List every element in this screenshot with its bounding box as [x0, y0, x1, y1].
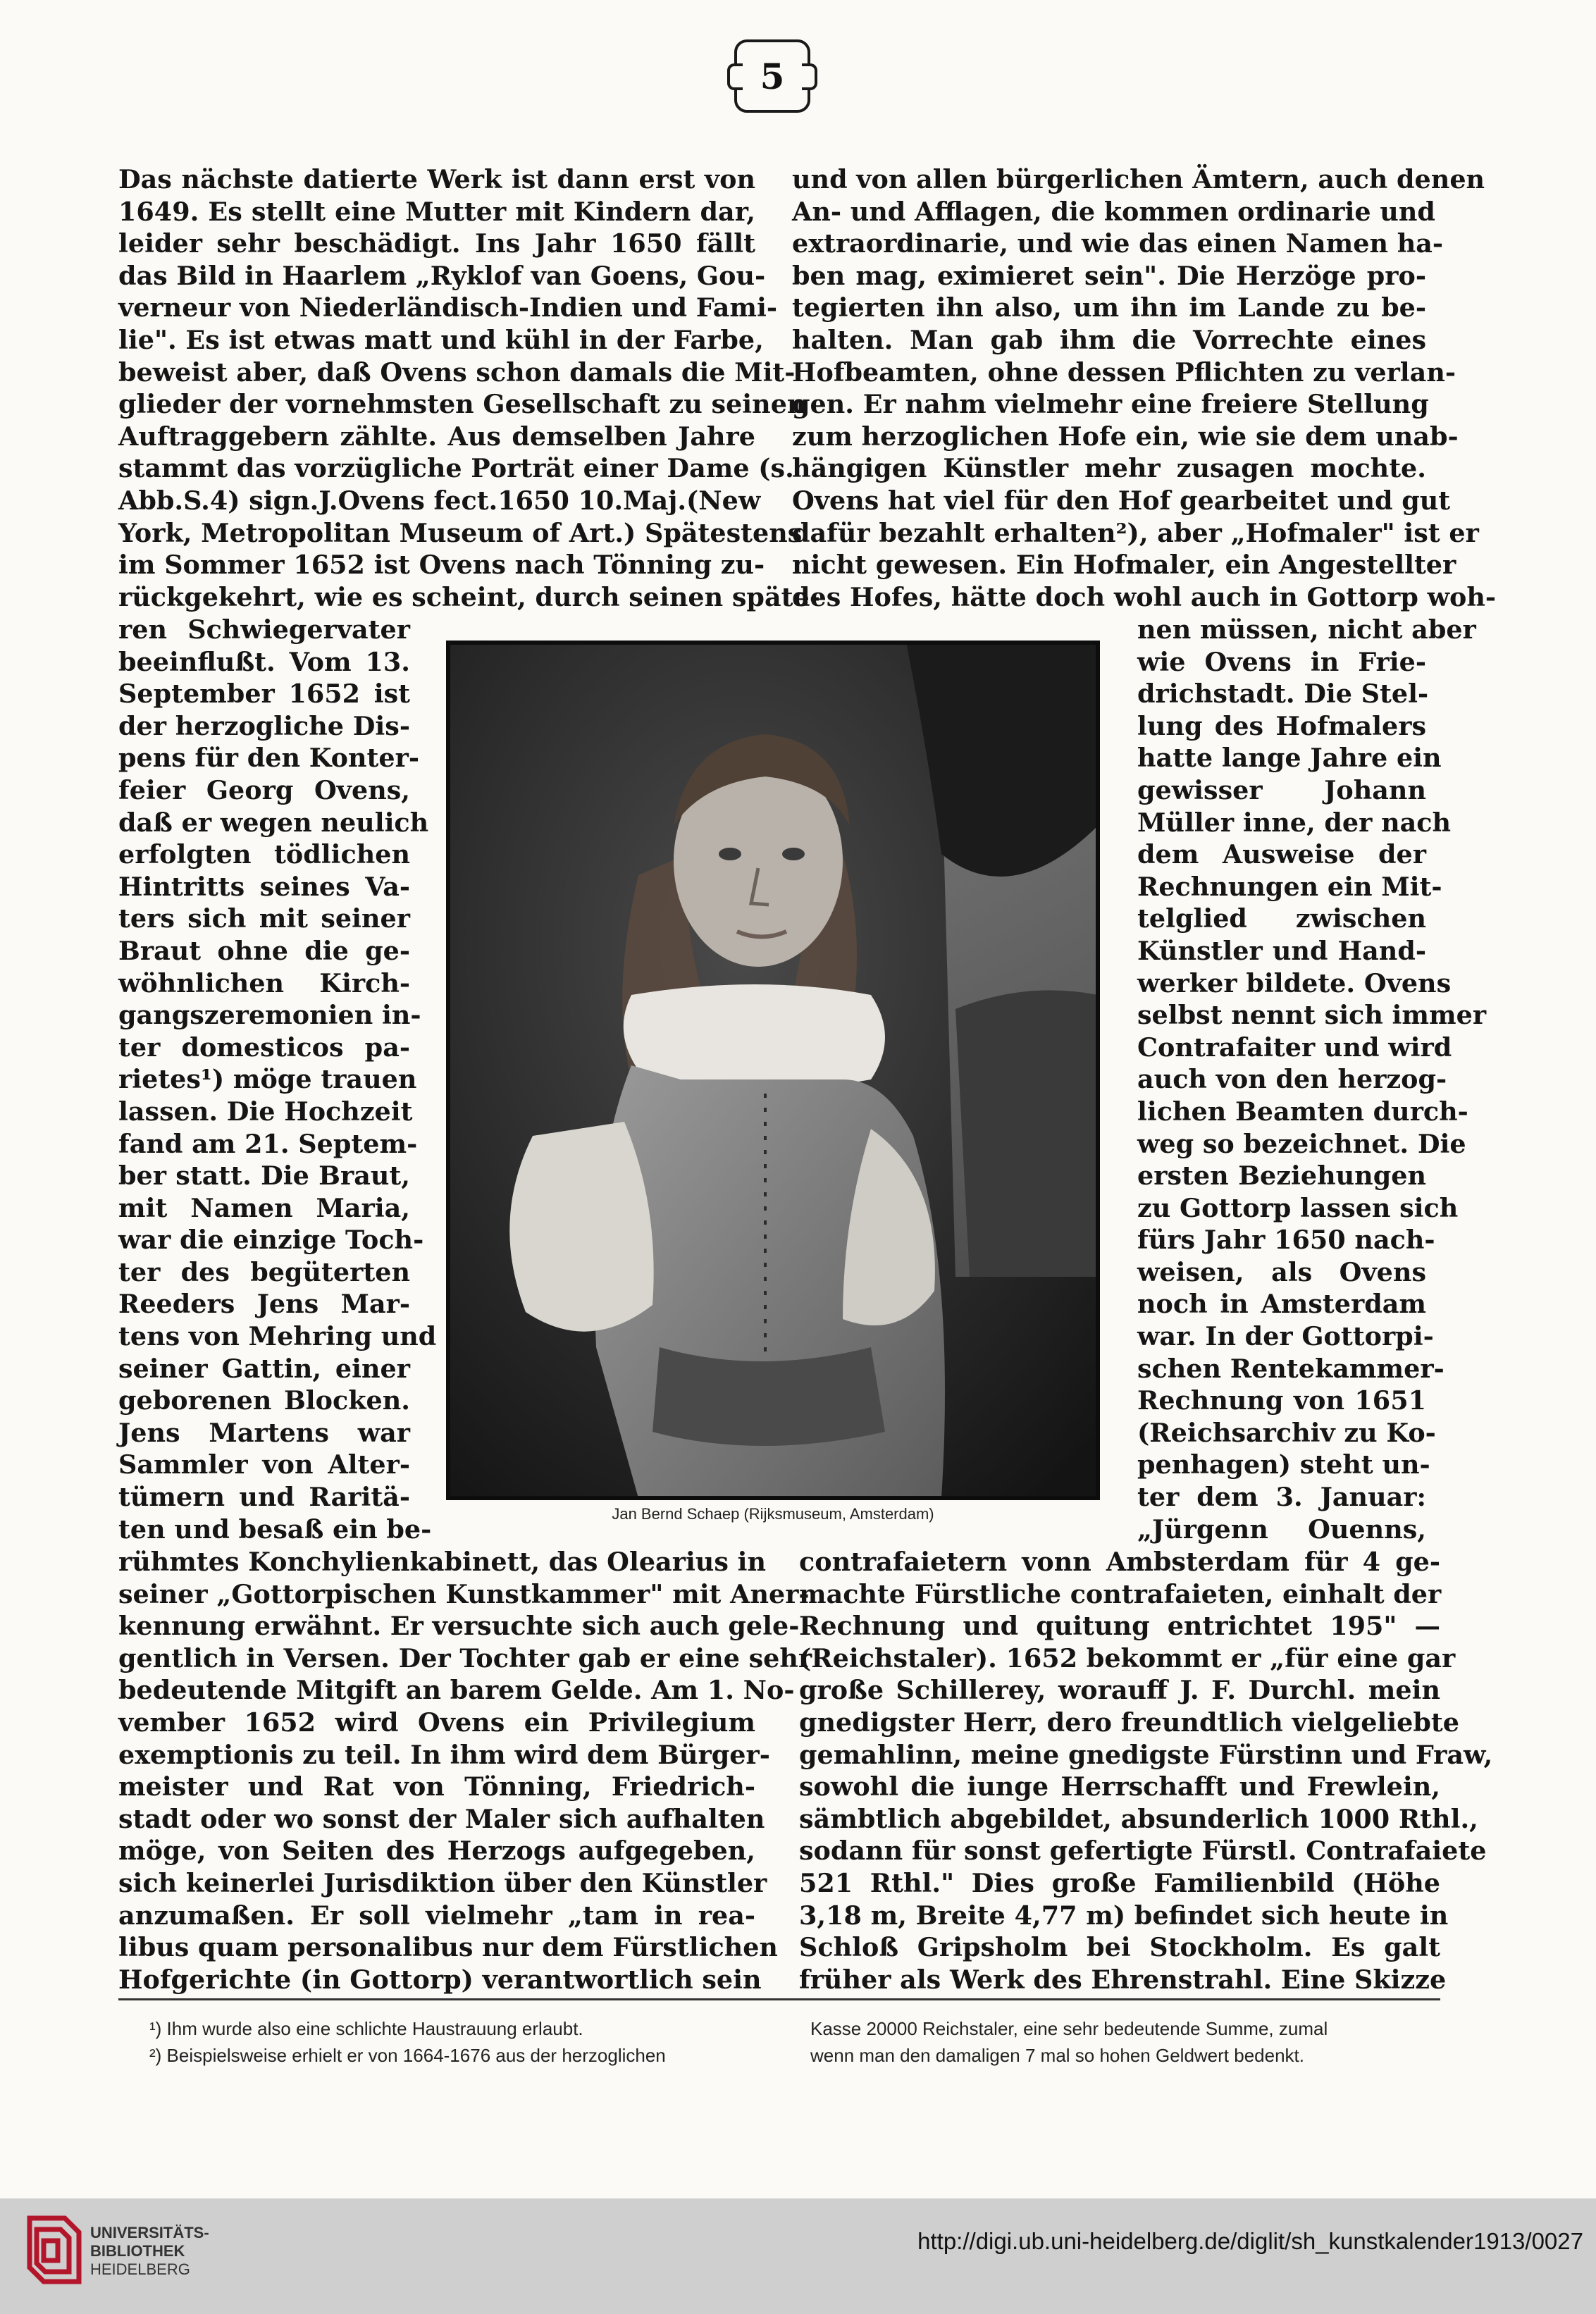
text-line: große Schillerey, worauff J. F. Durchl. mein	[799, 1675, 1440, 1706]
page-number: 5	[734, 39, 810, 113]
text-line: halten. Man gab ihm die Vorrechte eines	[792, 324, 1426, 355]
text-line: Hintritts seines Va-	[118, 871, 410, 902]
footnote-2-continued-2: wenn man den damaligen 7 mal so hohen Geldwert bedenkt.	[810, 2045, 1304, 2066]
text-line: vember 1652 wird Ovens ein Privilegium	[118, 1707, 755, 1738]
text-line: leider sehr beschädigt. Ins Jahr 1650 fällt	[118, 228, 755, 259]
image-caption: Jan Bernd Schaep (Rijksmuseum, Amsterdam)	[612, 1505, 934, 1523]
text-line: seiner Gattin, einer	[118, 1353, 410, 1384]
text-line: gentlich in Versen. Der Tochter gab er eine sehr	[118, 1642, 812, 1673]
text-line: „Jürgenn Ouenns,	[1137, 1514, 1426, 1545]
footnote-1: ¹) Ihm wurde also eine schlichte Haustrauung erlaubt.	[149, 2018, 583, 2039]
text-line: ters sich mit seiner	[118, 903, 410, 934]
text-line: anzumaßen. Er soll vielmehr „tam in rea-	[118, 1900, 755, 1931]
text-line: möge, von Seiten des Herzogs aufgegeben,	[118, 1836, 755, 1867]
text-line: das Bild in Haarlem „Ryklof van Goens, Gou-	[118, 260, 766, 291]
text-line: tegierten ihn also, um ihn im Lande zu be-	[792, 292, 1426, 323]
text-line: ter des begüterten	[118, 1256, 410, 1287]
text-line: dem Ausweise der	[1137, 839, 1426, 870]
text-line: lung des Hofmalers	[1137, 710, 1426, 741]
text-line: Rechnungen ein Mit-	[1137, 871, 1442, 902]
text-line: beeinflußt. Vom 13.	[118, 646, 410, 677]
text-line: selbst nennt sich immer	[1137, 1000, 1487, 1031]
text-line: kennung erwähnt. Er versuchte sich auch gele-	[118, 1611, 800, 1642]
library-name-line1: UNIVERSITÄTS-	[90, 2224, 209, 2241]
text-line: Hofbeamten, ohne dessen Pflichten zu verlan-	[792, 357, 1456, 388]
text-line: ter domesticos pa-	[118, 1032, 410, 1063]
text-line: tümern und Raritä-	[118, 1482, 410, 1513]
text-line: nicht gewesen. Ein Hofmaler, ein Angestellter	[792, 550, 1456, 581]
text-line: York, Metropolitan Museum of Art.) Spätestens	[118, 517, 803, 548]
text-line: machte Fürstliche contrafaieten, einhalt der	[799, 1578, 1442, 1609]
text-line: Abb.S.4) sign.J.Ovens fect.1650 10.Maj.(New	[118, 485, 761, 516]
text-line: auch von den herzog-	[1137, 1064, 1447, 1095]
text-line: lichen Beamten durch-	[1137, 1096, 1468, 1127]
text-line: Das nächste datierte Werk ist dann erst von	[118, 164, 755, 194]
text-line: drichstadt. Die Stel-	[1137, 679, 1429, 710]
text-line: und von allen bürgerlichen Ämtern, auch denen	[792, 164, 1485, 194]
text-line: zum herzoglichen Hofe ein, wie sie dem unab-	[792, 421, 1459, 452]
text-line: glieder der vornehmsten Gesellschaft zu seinen	[118, 389, 806, 420]
text-line: 3,18 m, Breite 4,77 m) befindet sich heute in	[799, 1900, 1449, 1931]
text-line: Müller inne, der nach	[1137, 807, 1452, 838]
source-url-link[interactable]: http://digi.ub.uni-heidelberg.de/diglit/sh_kunstkalender1913/0027	[917, 2228, 1583, 2254]
text-line: gen. Er nahm vielmehr eine freiere Stellung	[792, 389, 1429, 420]
text-line: geborenen Blocken.	[118, 1385, 410, 1416]
text-line: zu Gottorp lassen sich	[1137, 1192, 1459, 1223]
text-line: sodann für sonst gefertigte Fürstl. Contrafaiete	[799, 1836, 1487, 1867]
text-line: (Reichstaler). 1652 bekommt er „für eine gar	[799, 1642, 1456, 1673]
left-column-beside-image	[118, 614, 437, 1545]
text-line: seiner „Gottorpischen Kunstkammer" mit Aner-	[118, 1578, 810, 1609]
text-line: Contrafaiter und wird	[1137, 1032, 1452, 1063]
text-line: ren Schwiegervater	[118, 614, 410, 645]
text-line: ben mag, eximieret sein". Die Herzöge pro-	[792, 260, 1426, 291]
text-line: im Sommer 1652 ist Ovens nach Tönning zu-	[118, 550, 765, 581]
text-line: tens von Mehring und	[118, 1321, 437, 1352]
text-line: der herzogliche Dis-	[118, 710, 410, 741]
text-line: contrafaietern vonn Ambsterdam für 4 ge-	[799, 1547, 1440, 1577]
text-line: werker bildete. Ovens	[1137, 967, 1452, 998]
text-line: daß er wegen neulich	[118, 807, 429, 838]
left-column-top	[118, 163, 820, 613]
text-line: Künstler und Hand-	[1137, 935, 1426, 966]
portrait-illustration	[448, 643, 1098, 1498]
text-line: ersten Beziehungen	[1137, 1161, 1426, 1192]
text-line: 521 Rthl." Dies große Familienbild (Höhe	[799, 1867, 1440, 1898]
text-line: (Reichsarchiv zu Ko-	[1137, 1417, 1436, 1448]
text-line: sämbtlich abgebildet, absunderlich 1000 Rthl.,	[799, 1803, 1478, 1834]
text-line: libus quam personalibus nur dem Fürstlichen	[118, 1932, 778, 1963]
right-column-bottom	[799, 1546, 1493, 1996]
text-line: beweist aber, daß Ovens schon damals die Mit-	[118, 357, 796, 388]
text-line: war die einzige Toch-	[118, 1225, 424, 1256]
text-line: wie Ovens in Frie-	[1137, 646, 1426, 677]
library-name-line2: BIBLIOTHEK	[90, 2242, 185, 2260]
text-line: pens für den Konter-	[118, 743, 419, 774]
text-line: rückgekehrt, wie es scheint, durch seinen späte-	[118, 581, 820, 612]
text-line: lie". Es ist etwas matt und kühl in der Farbe,	[118, 324, 764, 355]
text-line: penhagen) steht un-	[1137, 1449, 1430, 1480]
text-line: meister und Rat von Tönning, Friedrich-	[118, 1771, 755, 1802]
text-line: nen müssen, nicht aber	[1137, 614, 1476, 645]
right-column-beside-image	[1137, 614, 1487, 1545]
text-line: 1649. Es stellt eine Mutter mit Kindern dar,	[118, 196, 755, 227]
portrait-image	[448, 643, 1098, 1498]
text-line: rühmtes Konchylienkabinett, das Olearius in	[118, 1547, 767, 1577]
text-line: stammt das vorzügliche Porträt einer Dame (s.	[118, 453, 794, 484]
text-line: ter dem 3. Januar:	[1137, 1482, 1426, 1513]
text-line: fürs Jahr 1650 nach-	[1137, 1225, 1435, 1256]
text-line: Schloß Gripsholm bei Stockholm. Es galt	[799, 1932, 1440, 1963]
text-line: hängigen Künstler mehr zusagen mochte.	[792, 453, 1426, 484]
text-line: Ovens hat viel für den Hof gearbeitet und gut	[792, 485, 1451, 516]
text-line: Braut ohne die ge-	[118, 935, 410, 966]
text-line: hatte lange Jahre ein	[1137, 743, 1442, 774]
text-line: fand am 21. Septem-	[118, 1128, 418, 1159]
text-line: erfolgten tödlichen	[118, 839, 410, 870]
text-line: extraordinarie, und wie das einen Namen ha-	[792, 228, 1444, 259]
text-line: telglied zwischen	[1137, 903, 1426, 934]
text-line: des Hofes, hätte doch wohl auch in Gottorp woh-	[792, 581, 1497, 612]
text-line: gangszeremonien in-	[118, 1000, 421, 1031]
text-line: Sammler von Alter-	[118, 1449, 410, 1480]
text-line: weg so bezeichnet. Die	[1137, 1128, 1466, 1159]
text-line: bedeutende Mitgift an barem Gelde. Am 1. No-	[118, 1675, 795, 1706]
text-line: noch in Amsterdam	[1137, 1289, 1426, 1320]
text-line: weisen, als Ovens	[1137, 1256, 1426, 1287]
text-line: Auftraggebern zählte. Aus demselben Jahre	[118, 421, 755, 452]
text-line: An- und Afflagen, die kommen ordinarie und	[792, 196, 1435, 227]
text-line: lassen. Die Hochzeit	[118, 1096, 413, 1127]
text-line: Rechnung von 1651	[1137, 1385, 1426, 1416]
text-line: exemptionis zu teil. In ihm wird dem Bürger-	[118, 1739, 770, 1770]
text-line: gemahlinn, meine gnedigste Fürstinn und Fraw,	[799, 1739, 1493, 1770]
text-line: wöhnlichen Kirch-	[118, 967, 410, 998]
left-column-bottom	[118, 1546, 812, 1996]
library-name-line3: HEIDELBERG	[90, 2260, 190, 2278]
text-line: Rechnung und quitung entrichtet 195" —	[799, 1611, 1440, 1642]
viewer-footer	[0, 2198, 1596, 2314]
library-name	[90, 2224, 209, 2279]
library-logo-icon	[16, 2211, 86, 2293]
footnote-divider	[118, 1998, 1440, 2000]
text-line: gnedigster Herr, dero freundtlich vielgeliebte	[799, 1707, 1459, 1738]
text-line: gewisser Johann	[1137, 774, 1426, 805]
text-line: September 1652 ist	[118, 679, 410, 710]
text-line: war. In der Gottorpi-	[1137, 1321, 1434, 1352]
footnote-2: ²) Beispielsweise erhielt er von 1664-1676 aus der herzoglichen	[149, 2045, 666, 2066]
text-line: verneur von Niederländisch-Indien und Fami-	[118, 292, 777, 323]
text-line: feier Georg Ovens,	[118, 774, 410, 805]
text-line: stadt oder wo sonst der Maler sich aufhalten	[118, 1803, 765, 1834]
text-line: ten und besaß ein be-	[118, 1514, 432, 1545]
right-column-top	[792, 163, 1497, 613]
footnote-2-continued-1: Kasse 20000 Reichstaler, eine sehr bedeutende Summe, zumal	[810, 2018, 1328, 2039]
text-line: mit Namen Maria,	[118, 1192, 410, 1223]
text-line: rietes¹) möge trauen	[118, 1064, 417, 1095]
text-line: sowohl die iunge Herrschafft und Frewlein,	[799, 1771, 1440, 1802]
text-line: sich keinerlei Jurisdiktion über den Künstler	[118, 1867, 767, 1898]
text-line: früher als Werk des Ehrenstrahl. Eine Skizze	[799, 1964, 1447, 1995]
text-line: Hofgerichte (in Gottorp) verantwortlich sein	[118, 1964, 762, 1995]
text-line: Jens Martens war	[118, 1417, 410, 1448]
text-line: dafür bezahlt erhalten²), aber „Hofmaler" ist er	[792, 517, 1479, 548]
text-line: Reeders Jens Mar-	[118, 1289, 410, 1320]
text-line: schen Rentekammer-	[1137, 1353, 1445, 1384]
text-line: ber statt. Die Braut,	[118, 1161, 410, 1192]
